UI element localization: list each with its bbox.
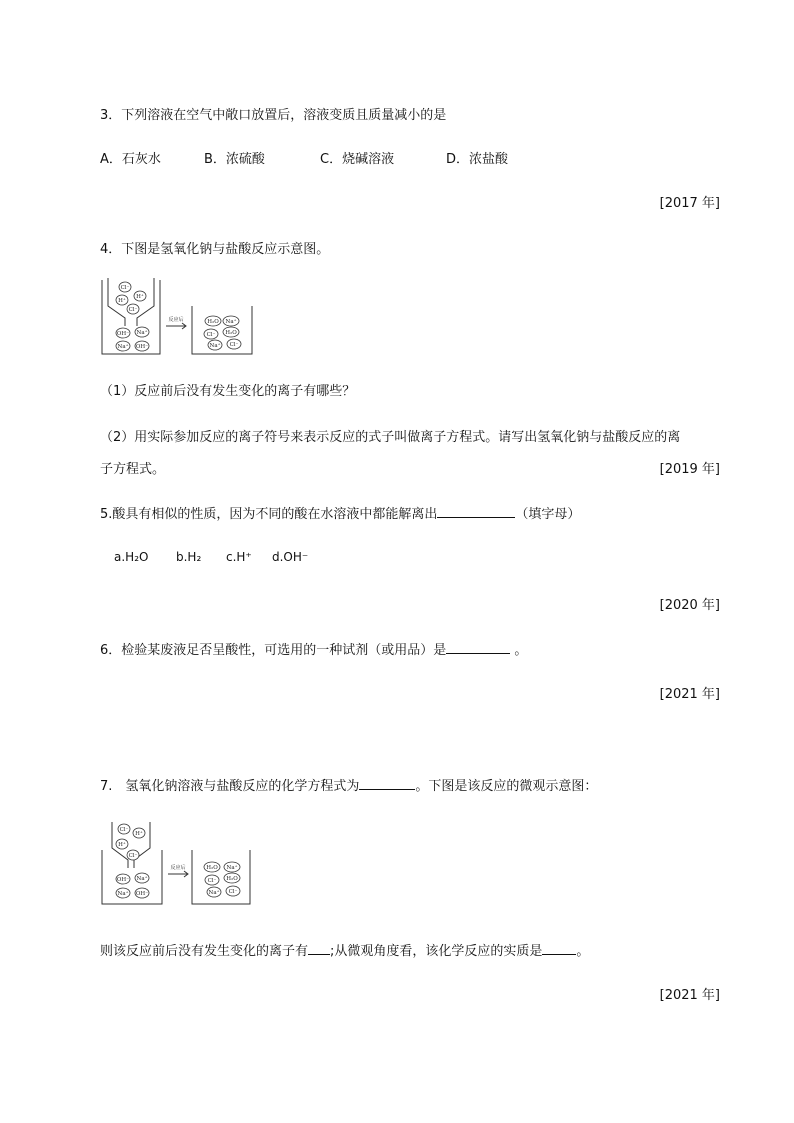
q6-stem-after: 。	[514, 643, 528, 658]
q7-answer-before: 则该反应前后没有发生变化的离子有	[100, 944, 309, 959]
ion-label: Na⁺	[117, 344, 129, 350]
ion-label: Na⁺	[117, 891, 129, 897]
arrow-label: 反应后	[170, 865, 186, 871]
q5-stem-after: （填字母）	[515, 507, 581, 522]
q6-year: [2021 年]	[659, 687, 720, 702]
ion-label: Na⁺	[136, 330, 148, 336]
q7-answer-mid: ;从微观角度看，该化学反应的实质是	[330, 944, 543, 959]
q3-option-b: B．浓硫酸	[204, 152, 265, 167]
q4-year: [2019 年]	[659, 462, 720, 477]
ion-label: H₂O	[225, 330, 237, 336]
ion-label: Na⁺	[209, 343, 221, 349]
ion-label: H⁺	[136, 294, 144, 300]
q7-stem	[100, 775, 597, 794]
q7-answer-line	[100, 940, 589, 959]
q6-answer-blank[interactable]	[446, 639, 510, 654]
ion-label: Cl⁻	[229, 342, 239, 348]
q4-sub1: （1）反应前后没有发生变化的离子有哪些？	[100, 384, 356, 399]
ion-label: Cl⁻	[119, 827, 129, 833]
ion-label: H⁺	[135, 831, 143, 837]
q7-answer-after: 。	[576, 944, 590, 959]
ion-label: Na⁺	[225, 319, 237, 325]
q3-option-a: A．石灰水	[100, 152, 161, 167]
q7-equation-blank[interactable]	[359, 775, 415, 790]
ion-label: Cl⁻	[206, 332, 216, 338]
ion-label: Cl⁻	[128, 307, 138, 313]
reaction-diagram-2	[100, 820, 260, 906]
q5-stem-before: 5.酸具有相似的性质，因为不同的酸在水溶液中都能解离出	[100, 507, 438, 522]
ion-label: Na⁺	[226, 865, 238, 871]
q7-year: [2021 年]	[659, 988, 720, 1003]
ion-label: OH⁻	[116, 331, 130, 337]
ion-label: Na⁺	[208, 890, 220, 896]
ion-label: OH⁻	[135, 891, 149, 897]
ion-label: H₂O	[207, 319, 219, 325]
q5-option-a: a.H₂O	[114, 550, 149, 564]
q3-option-d: D．浓盐酸	[446, 152, 509, 167]
q3-option-c: C．烧碱溶液	[320, 152, 395, 167]
q6-stem	[100, 639, 527, 658]
q7-ions-blank[interactable]	[308, 940, 330, 955]
q7-stem-before: 7. 氢氧化钠溶液与盐酸反应的化学方程式为	[100, 779, 360, 794]
ion-label: Cl⁻	[128, 853, 138, 859]
q5-option-b: b.H₂	[176, 550, 202, 564]
ion-label: OH⁻	[135, 344, 149, 350]
ion-label: Na⁺	[136, 876, 148, 882]
q5-year: [2020 年]	[659, 598, 720, 613]
q4-stem: 4．下图是氢氧化钠与盐酸反应示意图。	[100, 242, 330, 257]
ion-label: H⁺	[118, 842, 126, 848]
ion-label: Cl⁻	[120, 285, 130, 291]
q7-stem-after: 。下图是该反应的微观示意图：	[415, 779, 598, 794]
arrow-label: 反应后	[168, 317, 184, 323]
q6-stem-before: 6．检验某废液足否呈酸性，可选用的一种试剂（或用品）是	[100, 643, 447, 658]
reaction-diagram-1	[100, 276, 260, 358]
ion-label: H₂O	[206, 865, 218, 871]
q4-sub2-line2: 子方程式。	[100, 462, 166, 477]
q4-sub2-line1: （2）用实际参加反应的离子符号来表示反应的式子叫做离子方程式。请写出氢氧化钠与盐酸反应的离	[100, 430, 681, 445]
q5-option-d: d.OH⁻	[272, 550, 309, 564]
q5-answer-blank[interactable]	[437, 503, 515, 518]
q7-essence-blank[interactable]	[542, 940, 576, 955]
q3-stem: 3．下列溶液在空气中敞口放置后，溶液变质且质量减小的是	[100, 108, 447, 123]
q5-stem	[100, 503, 580, 522]
q5-option-c: c.H⁺	[226, 550, 252, 564]
ion-label: H₂O	[226, 876, 238, 882]
ion-label: OH⁻	[116, 877, 130, 883]
ion-label: H⁺	[118, 298, 126, 304]
ion-label: Cl⁻	[228, 889, 238, 895]
q3-year: [2017 年]	[659, 196, 720, 211]
ion-label: Cl⁻	[207, 878, 217, 884]
